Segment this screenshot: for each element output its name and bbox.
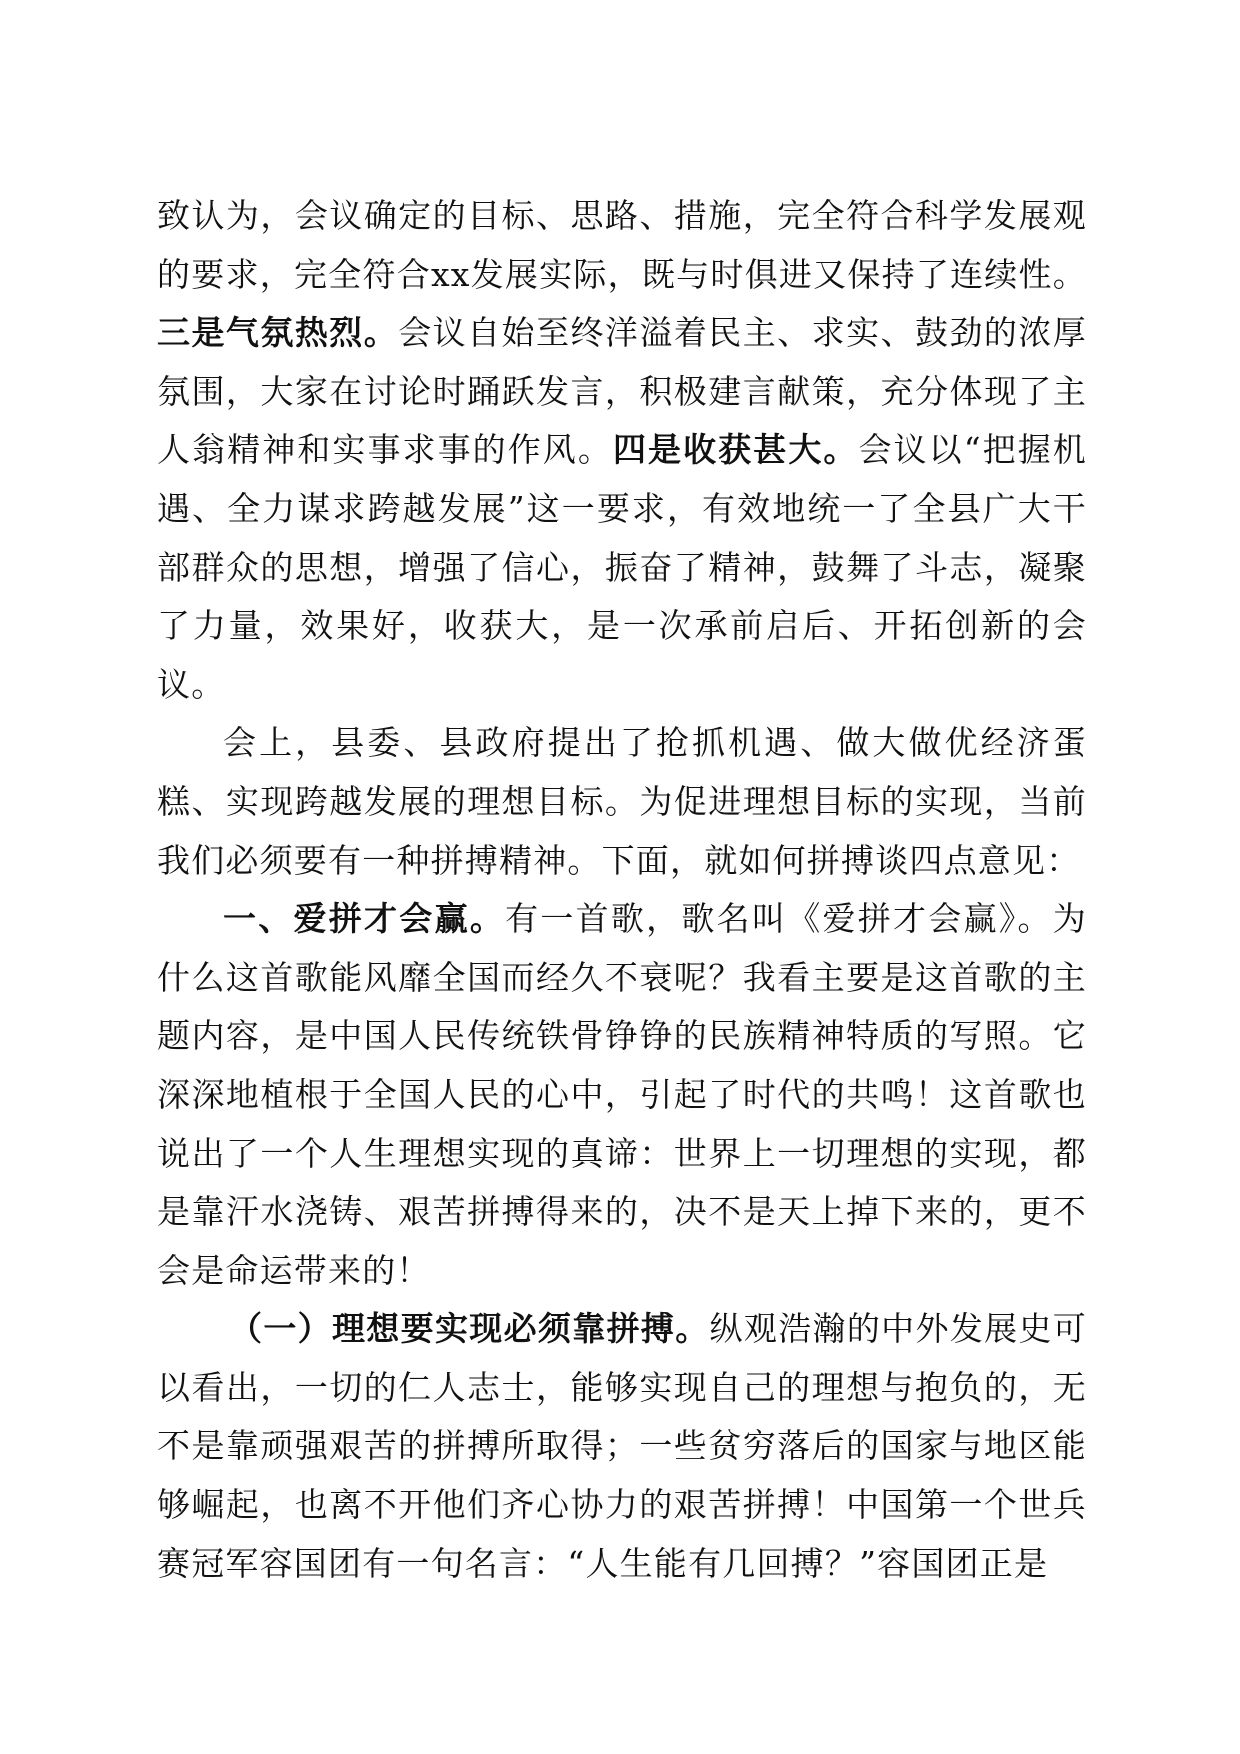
text-run: 会上，县委、县政府提出了抢抓机遇、做大做优经济蛋糕、实现跨越发展的理想目标。为促进理想目标的实现，当前我们必须要有一种拼搏精神。下面，就如何拼搏谈四点意见： xyxy=(157,723,1087,880)
section-heading-one: 一、爱拼才会赢。 xyxy=(223,899,506,939)
paragraph-goals xyxy=(157,714,1087,890)
paragraph-subsection-one xyxy=(157,1300,1087,1593)
text-run: 纵观浩瀚的中外发展史可以看出，一切的仁人志士，能够实现自己的理想与抱负的，无不是靠顽强艰苦的拼搏所取得；一些贫穷落后的国家与地区能够崛起，也离不开他们齐心协力的艰苦拼搏！中国第一个世兵赛冠军容国团有一句名言：“人生能有几回搏？”容国团正是 xyxy=(157,1309,1087,1583)
text-run: 致认为，会议确定的目标、思路、措施，完全符合科学发展观的要求，完全符合xx发展实际，既与时俱进又保持了连续性。 xyxy=(157,196,1087,294)
bold-heading-atmosphere: 三是气氛热烈。 xyxy=(157,313,399,353)
text-run: 有一首歌，歌名叫《爱拼才会赢》。为什么这首歌能风靡全国而经久不衰呢？我看主要是这首歌的主题内容，是中国人民传统铁骨铮铮的民族精神特质的写照。它深深地植根于全国人民的心中，引起了时代的共鸣！这首歌也说出了一个人生理想实现的真谛：世界上一切理想的实现，都是靠汗水浇铸、艰苦拼搏得来的，决不是天上掉下来的，更不会是命运带来的！ xyxy=(157,899,1087,1290)
bold-heading-harvest: 四是收获甚大。 xyxy=(612,430,859,470)
document-body xyxy=(157,187,1087,1593)
paragraph-section-one xyxy=(157,890,1087,1300)
text-run: 会议以“把握机遇、全力谋求跨越发展”这一要求，有效地统一了全县广大干部群众的思想，增强了信心，振奋了精神，鼓舞了斗志，凝聚了力量，效果好，收获大，是一次承前启后、开拓创新的会议。 xyxy=(157,430,1087,704)
subsection-heading-one: （一）理想要实现必须靠拼搏。 xyxy=(229,1309,710,1349)
paragraph-meeting-evaluation xyxy=(157,187,1087,714)
text-run: 会议自始至终洋溢着民主、求实、鼓劲的浓厚氛围，大家在讨论时踊跃发言，积极建言献策，充分体现了主人翁精神和实事求事的作风。 xyxy=(157,313,1088,470)
